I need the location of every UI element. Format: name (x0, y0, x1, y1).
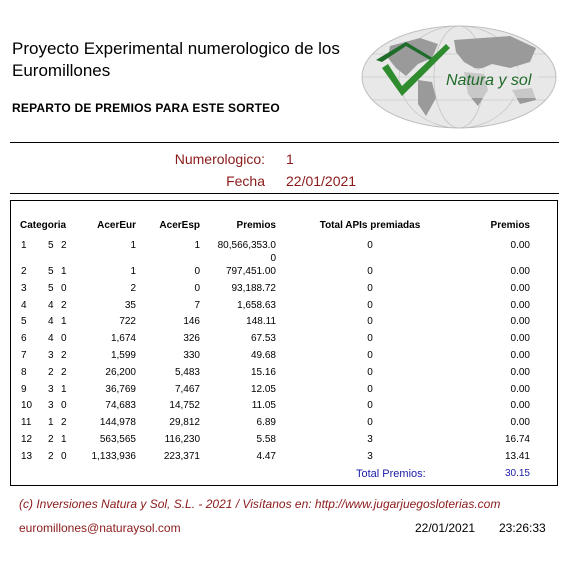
row-a: 3 (48, 383, 54, 395)
row-apis: 0 (367, 417, 373, 429)
row-aceresp: 7,467 (174, 383, 200, 395)
row-b: 2 (61, 366, 67, 378)
header-categoria: Categoria (20, 220, 67, 231)
row-cat: 13 (21, 450, 33, 462)
row-acereur: 36,769 (105, 383, 136, 395)
row-b: 2 (61, 299, 67, 311)
row-total: 0.00 (510, 266, 530, 277)
row-cat: 12 (21, 434, 33, 445)
row-cat: 2 (21, 266, 27, 277)
row-total: 0.00 (510, 333, 530, 345)
row-apis: 0 (367, 266, 373, 277)
total-premios-value: 30.15 (504, 468, 530, 479)
row-total: 0.00 (510, 366, 530, 378)
row-cat: 10 (21, 400, 33, 412)
row-a: 3 (48, 400, 54, 412)
row-acereur: 144,978 (99, 417, 136, 429)
row-premios: 49.68 (250, 350, 276, 361)
row-total: 16.74 (504, 434, 530, 445)
row-acereur: 722 (119, 316, 136, 328)
row-apis: 3 (367, 450, 373, 462)
footer-date: 22/01/2021 (415, 521, 476, 535)
header-premios-total: Premios (490, 220, 530, 231)
row-a: 2 (48, 434, 54, 445)
fecha-value: 22/01/2021 (286, 173, 357, 189)
row-a: 5 (48, 266, 54, 277)
row-acereur: 1,599 (110, 350, 136, 361)
row-acereur: 26,200 (105, 366, 136, 378)
row-b: 0 (61, 450, 67, 462)
row-b: 0 (61, 333, 67, 345)
row-total: 0.00 (510, 383, 530, 395)
row-cat: 5 (21, 316, 27, 328)
row-premios: 12.05 (250, 383, 276, 395)
row-apis: 0 (367, 316, 373, 328)
row-aceresp: 0 (194, 282, 200, 294)
row-aceresp: 14,752 (169, 400, 200, 412)
row-premios: 80,566,353.0 (217, 240, 276, 251)
row-b: 1 (61, 434, 67, 445)
row-b: 2 (61, 417, 67, 429)
row-b: 1 (61, 266, 67, 277)
row-b: 1 (61, 383, 67, 395)
row-cat: 9 (21, 383, 27, 395)
row-total: 0.00 (510, 417, 530, 429)
row-b: 1 (61, 316, 67, 328)
row-acereur: 74,683 (105, 400, 136, 412)
header-aceresp: AcerEsp (159, 220, 200, 231)
row-premios: 6.89 (256, 417, 276, 429)
row-a: 4 (48, 333, 54, 345)
fecha-label: Fecha (226, 173, 265, 189)
row-aceresp: 326 (183, 333, 200, 345)
row-total: 0.00 (510, 316, 530, 328)
row-aceresp: 5,483 (174, 366, 200, 378)
row-premios-wrap: 0 (270, 253, 276, 264)
row-apis: 3 (367, 434, 373, 445)
row-cat: 4 (21, 299, 27, 311)
row-aceresp: 146 (183, 316, 200, 328)
numerologico-label: Numerologico: (174, 151, 265, 167)
row-aceresp: 0 (194, 266, 200, 277)
row-a: 2 (48, 366, 54, 378)
row-a: 5 (48, 282, 54, 294)
row-premios: 1,658.63 (237, 299, 276, 311)
row-acereur: 563,565 (99, 434, 136, 445)
row-a: 1 (48, 417, 54, 429)
row-aceresp: 1 (194, 240, 200, 251)
row-apis: 0 (367, 366, 373, 378)
row-acereur: 1,674 (110, 333, 136, 345)
row-a: 5 (48, 240, 54, 251)
row-acereur: 1,133,936 (91, 450, 136, 462)
row-b: 0 (61, 400, 67, 412)
row-apis: 0 (367, 400, 373, 412)
row-cat: 7 (21, 350, 27, 361)
row-premios: 4.47 (256, 450, 276, 462)
row-b: 2 (61, 350, 67, 361)
header-total-apis: Total APIs premiadas (319, 220, 421, 231)
row-a: 4 (48, 316, 54, 328)
natura-y-sol-logo (360, 24, 558, 130)
row-acereur: 35 (124, 299, 136, 311)
row-a: 3 (48, 350, 54, 361)
row-premios: 93,188.72 (231, 282, 276, 294)
row-apis: 0 (367, 240, 373, 251)
row-total: 0.00 (510, 240, 530, 251)
page-subtitle: REPARTO DE PREMIOS PARA ESTE SORTEO (12, 101, 280, 115)
footer-email: euromillones@naturaysol.com (19, 521, 181, 535)
row-a: 2 (48, 450, 54, 462)
logo-text: Natura y sol (446, 72, 532, 89)
row-b: 0 (61, 282, 67, 294)
footer-time: 23:26:33 (499, 521, 546, 535)
row-cat: 8 (21, 366, 27, 378)
row-premios: 67.53 (250, 333, 276, 345)
divider-top (10, 142, 559, 143)
divider-bottom (10, 193, 559, 194)
row-aceresp: 223,371 (163, 450, 200, 462)
row-premios: 148.11 (246, 316, 276, 328)
row-total: 0.00 (510, 400, 530, 412)
row-apis: 0 (367, 383, 373, 395)
row-premios: 11.05 (251, 400, 276, 412)
row-cat: 6 (21, 333, 27, 345)
row-acereur: 2 (130, 282, 136, 294)
footer-copyright: (c) Inversiones Natura y Sol, S.L. - 2021 / Visítanos en: http://www.jugarjuegosloterias.com (19, 497, 501, 511)
row-aceresp: 29,812 (169, 417, 200, 429)
row-acereur: 1 (130, 266, 136, 277)
row-total: 13.41 (504, 450, 530, 462)
total-premios-label: Total Premios: (356, 468, 426, 480)
row-aceresp: 7 (194, 299, 200, 311)
row-total: 0.00 (510, 299, 530, 311)
row-apis: 0 (367, 282, 373, 294)
row-a: 4 (48, 299, 54, 311)
numerologico-value: 1 (286, 151, 294, 167)
row-apis: 0 (367, 333, 373, 345)
row-acereur: 1 (130, 240, 136, 251)
row-aceresp: 330 (183, 350, 200, 361)
row-apis: 0 (367, 350, 373, 361)
row-premios: 15.16 (250, 366, 276, 378)
row-apis: 0 (367, 299, 373, 311)
row-cat: 1 (21, 240, 27, 251)
row-aceresp: 116,230 (164, 434, 200, 445)
page-title: Proyecto Experimental numerologico de los Euromillones (12, 39, 340, 80)
row-premios: 5.58 (256, 434, 276, 445)
row-cat: 3 (21, 282, 27, 294)
row-total: 0.00 (510, 282, 530, 294)
row-premios: 797,451.00 (225, 266, 276, 277)
header-premios: Premios (236, 220, 276, 231)
row-total: 0.00 (510, 350, 530, 361)
header-acereur: AcerEur (97, 220, 136, 231)
row-cat: 11 (21, 417, 32, 429)
row-b: 2 (61, 240, 67, 251)
